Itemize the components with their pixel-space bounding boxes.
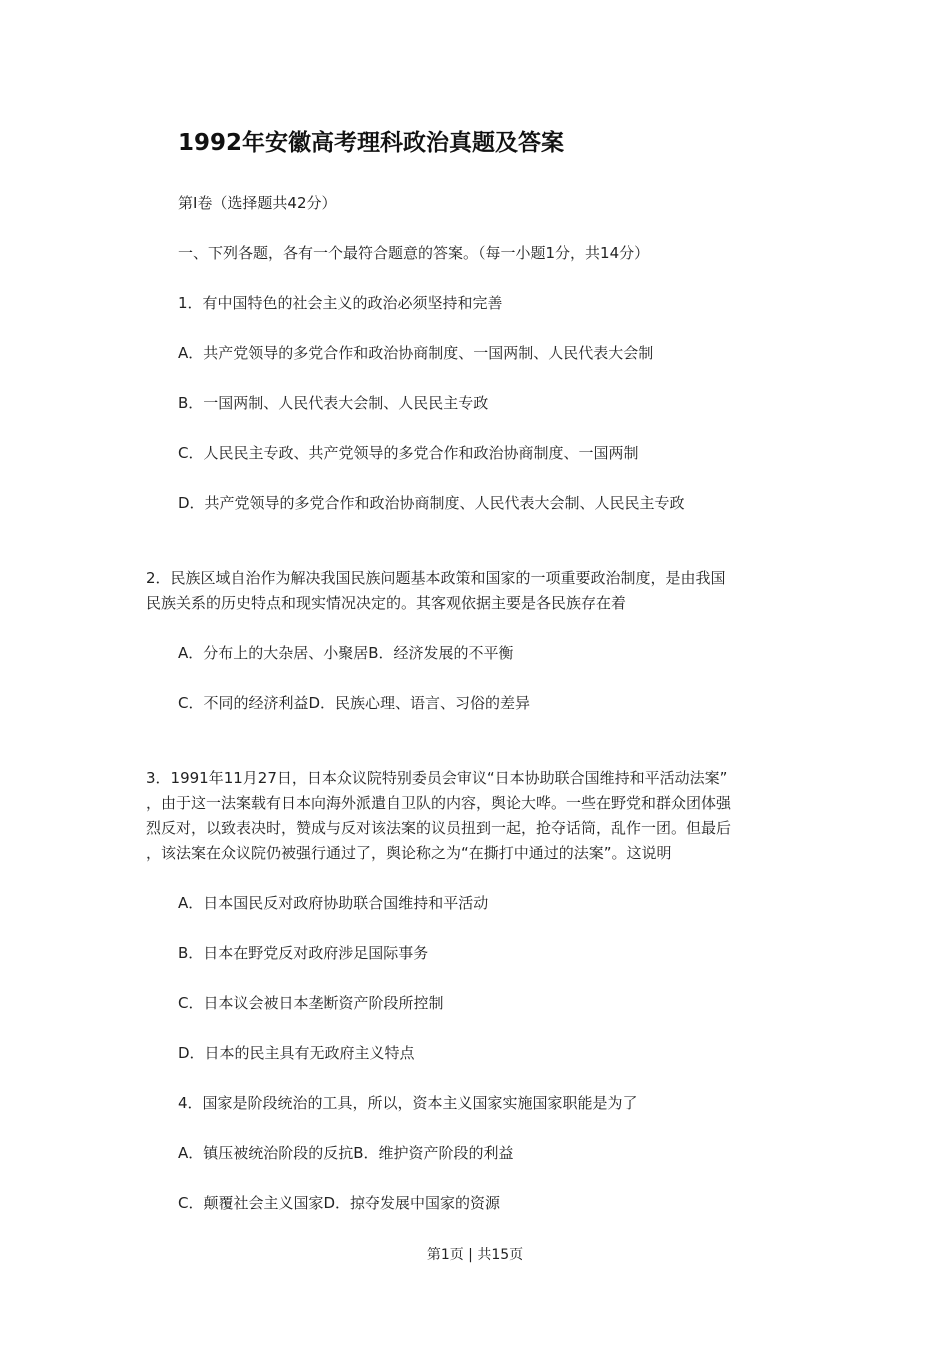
question-2-stem-line-2: 民族关系的历史特点和现实情况决定的。其客观依据主要是各民族存在着 (146, 594, 627, 612)
question-2-options-cd: C．不同的经济利益D．民族心理、语言、习俗的差异 (178, 694, 531, 712)
question-3-stem-line-4: ，该法案在众议院仍被强行通过了，舆论称之为“在撕打中通过的法案”。这说明 (146, 844, 672, 862)
question-4-stem: 4．国家是阶段统治的工具，所以，资本主义国家实施国家职能是为了 (178, 1094, 638, 1112)
section-heading: 第I卷（选择题共42分） (178, 194, 337, 212)
question-1-option-a: A．共产党领导的多党合作和政治协商制度、一国两制、人民代表大会制 (178, 344, 654, 362)
question-3-option-b: B．日本在野党反对政府涉足国际事务 (178, 944, 429, 962)
question-3-option-a: A．日本国民反对政府协助联合国维持和平活动 (178, 894, 489, 912)
question-4-options-ab: A．镇压被统治阶段的反抗B．维护资产阶段的利益 (178, 1144, 514, 1162)
question-1-option-c: C．人民民主专政、共产党领导的多党合作和政治协商制度、一国两制 (178, 444, 639, 462)
question-3-stem-line-1: 3．1991年11月27日，日本众议院特别委员会审议“日本协助联合国维持和平活动法案” (146, 769, 728, 787)
question-1-stem: 1．有中国特色的社会主义的政治必须坚持和完善 (178, 294, 503, 312)
question-3-option-c: C．日本议会被日本垄断资产阶段所控制 (178, 994, 444, 1012)
instructions: 一、下列各题，各有一个最符合题意的答案。（每一小题1分，共14分） (178, 244, 650, 262)
question-1-option-d: D．共产党领导的多党合作和政治协商制度、人民代表大会制、人民民主专政 (178, 494, 685, 512)
question-2-options-ab: A．分布上的大杂居、小聚居B．经济发展的不平衡 (178, 644, 514, 662)
page-footer: 第1页 | 共15页 (426, 1247, 524, 1263)
question-2-stem-line-1: 2．民族区域自治作为解决我国民族问题基本政策和国家的一项重要政治制度，是由我国 (146, 569, 726, 587)
question-1-option-b: B．一国两制、人民代表大会制、人民民主专政 (178, 394, 489, 412)
question-3-stem-line-2: ，由于这一法案载有日本向海外派遣自卫队的内容，舆论大哗。一些在野党和群众团体强 (146, 794, 732, 812)
document-title: 1992年安徽高考理科政治真题及答案 (178, 130, 565, 156)
question-4-options-cd: C．颠覆社会主义国家D．掠夺发展中国家的资源 (178, 1194, 501, 1212)
question-3-stem-line-3: 烈反对，以致表决时，赞成与反对该法案的议员扭到一起，抢夺话筒，乱作一团。但最后 (146, 819, 732, 837)
question-3-option-d: D．日本的民主具有无政府主义特点 (178, 1044, 415, 1062)
